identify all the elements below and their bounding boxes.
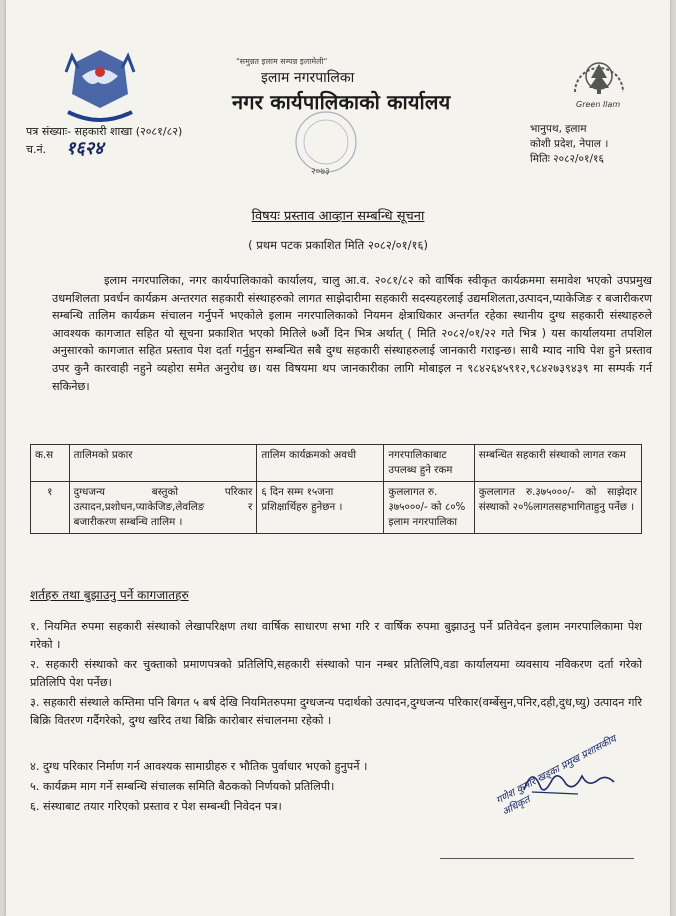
- office-address: [530, 122, 608, 167]
- dispatch-label: च.नं.: [26, 143, 47, 156]
- dispatch-number: १६२४: [66, 138, 104, 159]
- municipality-name: इलाम नगरपालिका: [261, 70, 355, 86]
- condition-item: ६. संस्थाबाट तयार गरिएको प्रस्ताव र पेश सम्बन्धी निवेदन पत्र।: [30, 800, 282, 813]
- stamp-year: २०७३: [311, 167, 330, 177]
- subject-text: विषयः प्रस्ताव आव्हान सम्बन्धि सूचना: [251, 209, 425, 224]
- table-header: नगरपालिकाबाट उपलब्ध हुने रकम: [384, 445, 474, 482]
- training-table: [30, 444, 642, 534]
- table-cell: दुग्धजन्य बस्तुको परिकार उत्पादन,प्रशोधन,प्याकेजिङ,लेवलिङ र बजारीकरण सम्बन्धि तालिम ।: [69, 482, 257, 534]
- date-line: मितिः २०८२/०१/१६: [530, 153, 604, 165]
- table-cell: कुललागत रु.३७५०००/- को साझेदार संस्थाको २०%लागतसहभागिताहुनु पर्नेछ ।: [474, 482, 641, 534]
- table-header: तालिम कार्यक्रमको अवधी: [257, 445, 384, 482]
- table-cell: ६ दिन सम्म १५जना प्रशिक्षार्थिहरु हुनेछन ।: [257, 482, 384, 534]
- office-title: नगर कार्यपालिकाको कार्यालय: [232, 90, 451, 114]
- conditions-heading: शर्तहरु तथा बुझाउनु पर्ने कागजातहरु: [30, 588, 189, 602]
- address-line: भानुपथ, इलाम: [530, 123, 587, 135]
- condition-item: ४. दुग्ध परिकार निर्माण गर्न आवश्यक सामाग्रीहरु र भौतिक पुर्वाधार भएको हुनुपर्ने ।: [30, 760, 368, 773]
- condition-item: ५. कार्यक्रम माग गर्ने सम्बन्धि संचालक समिति बैठकको निर्णयको प्रतिलिपी।: [30, 780, 335, 793]
- table-row: [31, 482, 642, 534]
- logo-text: Green Ilam: [576, 100, 621, 109]
- address-line: कोशी प्रदेश, नेपाल ।: [530, 138, 609, 150]
- condition-item: १. नियमित रुपमा सहकारी संस्थाको लेखापरिक्षण तथा वार्षिक साधारण सभा गरि र वार्षिक रुपमा बुझाउनु पर्ने प्रतिवेदन इलाम नगरपालिकामा पेश गरेको ।: [30, 620, 642, 651]
- condition-item: २. सहकारी संस्थाको कर चुक्ताको प्रमाणपत्रको प्रतिलिपि,सहकारी संस्थाको पान नम्बर प्रतिलिपि,वडा कार्यालयमा व्यवसाय नविकरण दर्ता गरेको प्रतिलिपि पेश पर्नेछ।: [30, 658, 642, 689]
- table-cell: १: [31, 482, 70, 534]
- notice-page: [6, 0, 670, 916]
- green-ilam-logo-icon: [569, 48, 629, 100]
- table-header: क.स: [31, 445, 70, 482]
- table-header: तालिमको प्रकार: [69, 445, 257, 482]
- reference-number: पत्र संख्याः- सहकारी शाखा (२०८१/८२): [26, 125, 183, 138]
- condition-item: ३. सहकारी संस्थाले कम्तिमा पनि बिगत ५ बर्ष देखि नियमितरुपमा दुग्धजन्य पदार्थको उत्पादन,दुग्धजन्य परिकार(वर्म्बेसुन,पनिर,दही,दुध,घ्यु) उत्पादन गरि बिक्रि वितरण गर्दैगरेको, दुग्ध खरिद तथा बिक्रि कारोबार संचालनमा रहेको ।: [30, 696, 642, 727]
- designation-stamp: गणेश कुमार खड्का प्रमुख प्रशासकीय अधिकृत: [494, 733, 619, 819]
- table-header-row: [31, 445, 642, 482]
- subject-line: [6, 206, 670, 224]
- table-header: सम्बन्धित सहकारी संस्थाको लागत रकम: [474, 445, 641, 482]
- motto: "समुन्नत इलाम सम्पन्न इलामेली": [236, 57, 328, 66]
- signature-line: [440, 858, 634, 859]
- table-cell: कुललागत रु. ३७५०००/- को ८०% इलाम नगरपालिका: [384, 482, 474, 534]
- published-date: ( प्रथम पटक प्रकाशित मिति २०८२/०१/१६): [248, 238, 428, 252]
- notice-body: इलाम नगरपालिका, नगर कार्यपालिकाको कार्यालय, चालु आ.व. २०८१/८२ को वार्षिक स्वीकृत कार्यक्रममा समावेश भएको उपप्रमुख उधमशिलता प्रवर्धन कार्यक्रम अन्तरगत सहकारी संस्थाहरुको लागत साझेदारीमा सहकारी सदस्यहरलाई उद्यमशिलता,उत्पादन,प्याकेजिङ र बजारीकरण सम्बन्धि तालिम कार्यक्रम संचालन गर्नुपर्ने भएकोले इलाम नगरपालिकाको नियमन क्षेत्राधिकार अन्तर्गत रहेका स्थानीय दुग्ध सहकारी संस्थाहरुले आवश्यक कागजात सहित यो सूचना प्रकाशित भएको मितिले ७औं दिन भित्र अर्थात् ( मिति २०८२/०१/२२ गते भित्र ) यस कार्यालयमा तपशिल अनुसारको कागजात सहित प्रस्ताव पेश दर्ता गर्नुहुन सम्बन्धित सबै दुग्ध सहकारी संस्थाहरुलाई जानकारी गराइन्छ। साथै म्याद नाघि पेश हुने प्रस्ताव उपर कुनै कारवाही नहुने व्यहोरा समेत अनुरोध छ। यस विषयमा थप जानकारीका लागि मोबाइल न ९८४२६४५९१२,९८४२७३९४३९ मा सम्पर्क गर्न सकिनेछ।: [52, 274, 652, 393]
- nepal-emblem-icon: [58, 42, 142, 128]
